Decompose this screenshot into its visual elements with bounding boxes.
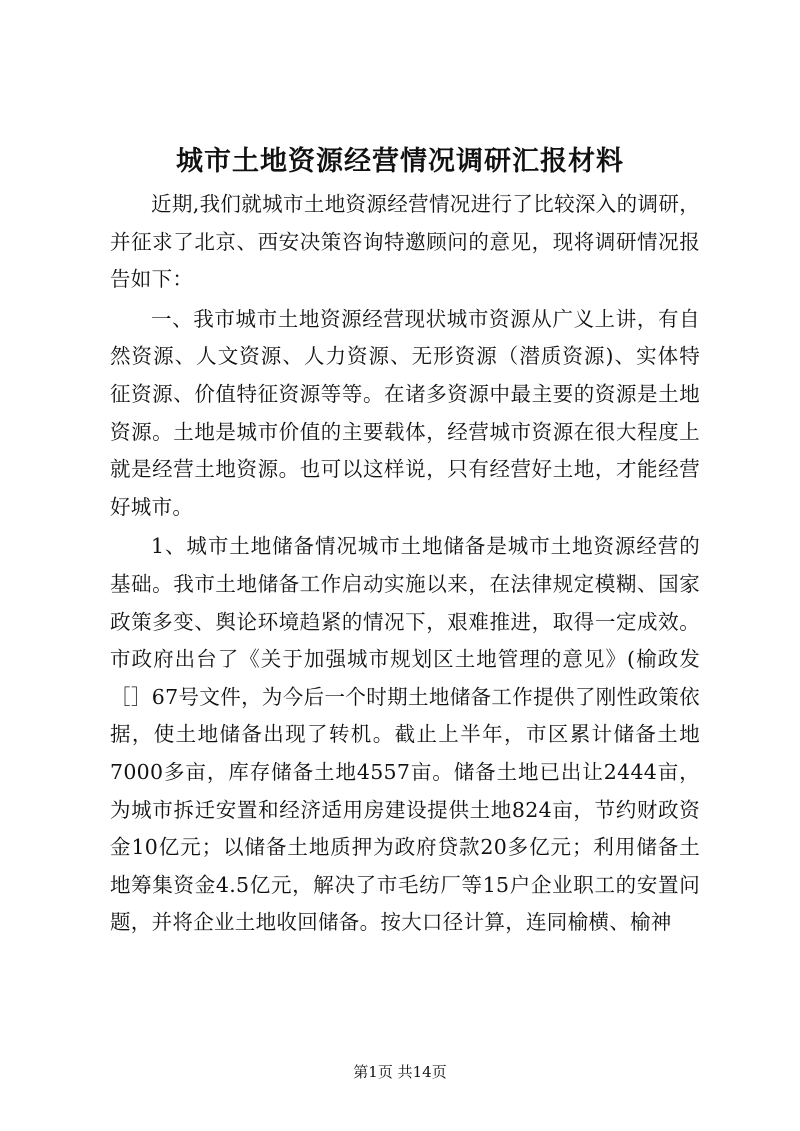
document-title: 城市土地资源经营情况调研汇报材料 (176, 146, 624, 177)
paragraph-intro: 近期,我们就城市土地资源经营情况进行了比较深入的调研，并征求了北京、西安决策咨询特邀顾问的意见，现将调研情况报告如下： (110, 192, 700, 292)
document-body (110, 186, 700, 944)
paragraph-section-1: 一、我市城市土地资源经营现状城市资源从广义上讲，有自然资源、人文资源、人力资源、无形资源（潜质资源)、实体特征资源、价值特征资源等等。在诸多资源中最主要的资源是土地资源。土地是城市价值的主要载体，经营城市资源在很大程度上就是经营土地资源。也可以这样说，只有经营好土地，才能经营好城市。 (110, 306, 700, 519)
paragraph-land-reserve: 1、城市土地储备情况城市土地储备是城市土地资源经营的基础。我市土地储备工作启动实施以来，在法律规定模糊、国家政策多变、舆论环境趋紧的情况下，艰难推进，取得一定成效。市政府出台了《关于加强城市规划区土地管理的意见》(榆政发［］67号文件，为今后一个时期土地储备工作提供了刚性政策依据，使土地储备出现了转机。截止上半年，市区累计储备土地7000多亩，库存储备土地4557亩。储备土地已出让2444亩，为城市拆迁安置和经济适用房建设提供土地824亩，节约财政资金10亿元；以储备土地质押为政府贷款20多亿元；利用储备土地筹集资金4.5亿元，解决了市毛纺厂等15户企业职工的安置问题，并将企业土地收回储备。按大口径计算，连同榆横、榆神 (110, 534, 700, 935)
page-footer: 第1页 共14页 (353, 1063, 447, 1081)
